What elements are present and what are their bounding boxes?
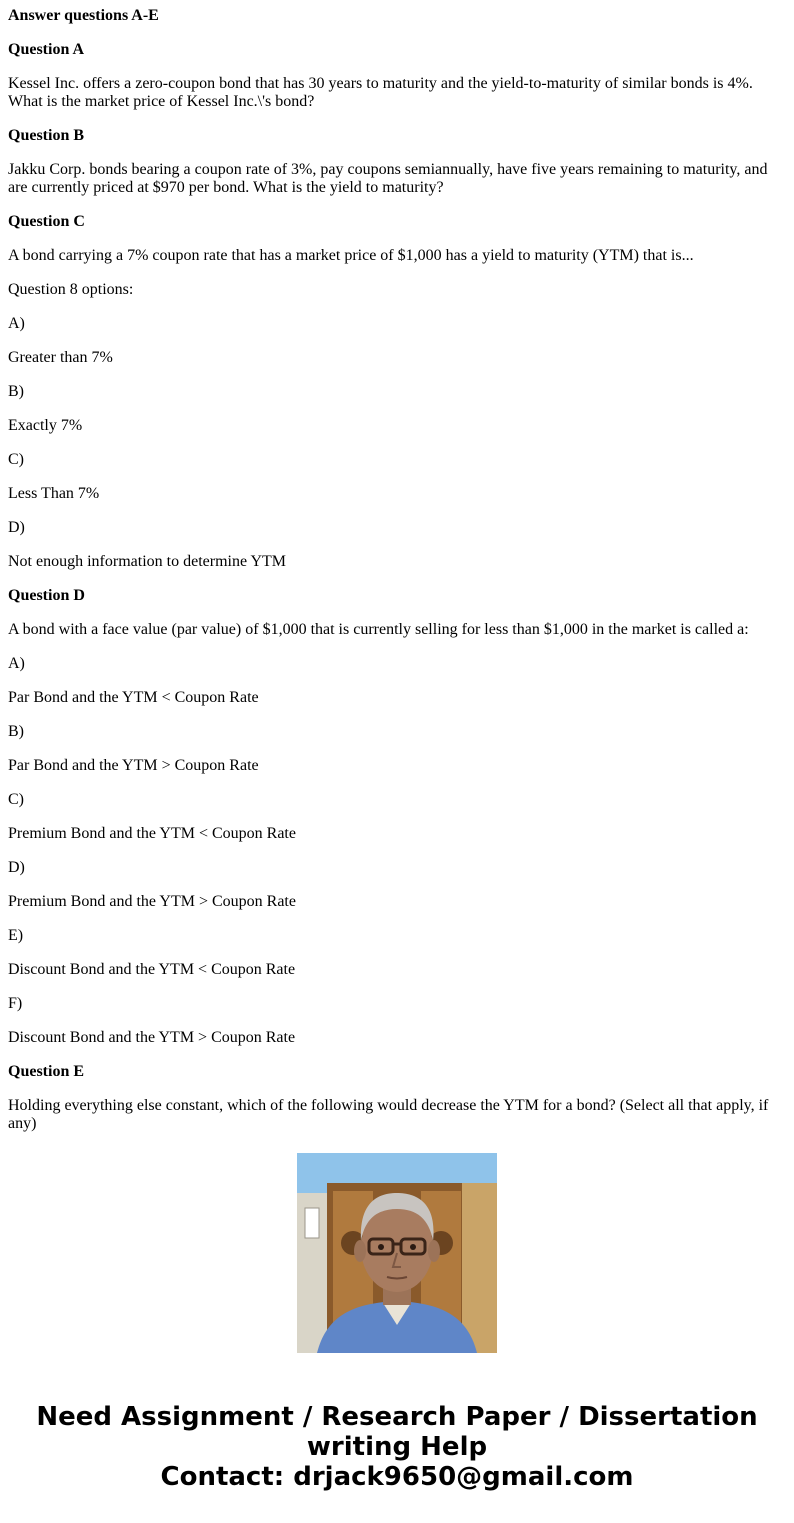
option-letter: C): [8, 451, 24, 468]
option-text: Less Than 7%: [8, 485, 100, 502]
option-text: Par Bond and the YTM > Coupon Rate: [8, 757, 259, 774]
option-letter: B): [8, 383, 24, 400]
question-c-text: A bond carrying a 7% coupon rate that has a market price of $1,000 has a yield to maturity (YTM) that is...: [8, 247, 694, 264]
option-letter: C): [8, 791, 24, 808]
option-letter: D): [8, 519, 25, 536]
question-b-title: Question B: [8, 127, 85, 144]
question-a-text: Kessel Inc. offers a zero-coupon bond that has 30 years to maturity and the yield-to-maturity of similar bonds is 4%. What is the market price of Kessel Inc.\'s bond?: [8, 75, 753, 110]
question-e-text: Holding everything else constant, which of the following would decrease the YTM for a bond? (Select all that apply, if any): [8, 1097, 769, 1132]
footer-line-2: writing Help: [306, 1432, 488, 1462]
question-b-text: Jakku Corp. bonds bearing a coupon rate of 3%, pay coupons semiannually, have five years remaining to maturity, and are currently priced at $970 per bond. What is the yield to maturity?: [8, 161, 768, 196]
option-text: Par Bond and the YTM < Coupon Rate: [8, 689, 259, 706]
option-text: Discount Bond and the YTM < Coupon Rate: [8, 961, 296, 978]
question-c-title: Question C: [8, 213, 85, 230]
option-text: Premium Bond and the YTM < Coupon Rate: [8, 825, 296, 842]
avatar: [297, 1153, 497, 1353]
page-heading: Answer questions A-E: [8, 7, 159, 24]
option-letter: A): [8, 315, 25, 332]
option-text: Greater than 7%: [8, 349, 113, 366]
option-letter: F): [8, 995, 23, 1012]
option-letter: D): [8, 859, 25, 876]
question-e-title: Question E: [8, 1063, 85, 1080]
footer-line-1: Need Assignment / Research Paper / Dissertation: [36, 1402, 758, 1432]
footer-banner: [0, 1402, 794, 1492]
option-text: Discount Bond and the YTM > Coupon Rate: [8, 1029, 296, 1046]
question-a-title: Question A: [8, 41, 85, 58]
option-letter: B): [8, 723, 24, 740]
avatar-portrait-image: [297, 1153, 497, 1353]
option-letter: A): [8, 655, 25, 672]
document-body: [8, 0, 778, 1132]
question-d-title: Question D: [8, 587, 85, 604]
option-text: Premium Bond and the YTM > Coupon Rate: [8, 893, 296, 910]
question-d-text: A bond with a face value (par value) of $1,000 that is currently selling for less than $1,000 in the market is called a:: [8, 621, 749, 638]
option-text: Exactly 7%: [8, 417, 83, 434]
question-c-options-label: Question 8 options:: [8, 281, 134, 298]
option-text: Not enough information to determine YTM: [8, 553, 287, 570]
footer-contact: Contact: drjack9650@gmail.com: [160, 1462, 634, 1492]
option-letter: E): [8, 927, 24, 944]
